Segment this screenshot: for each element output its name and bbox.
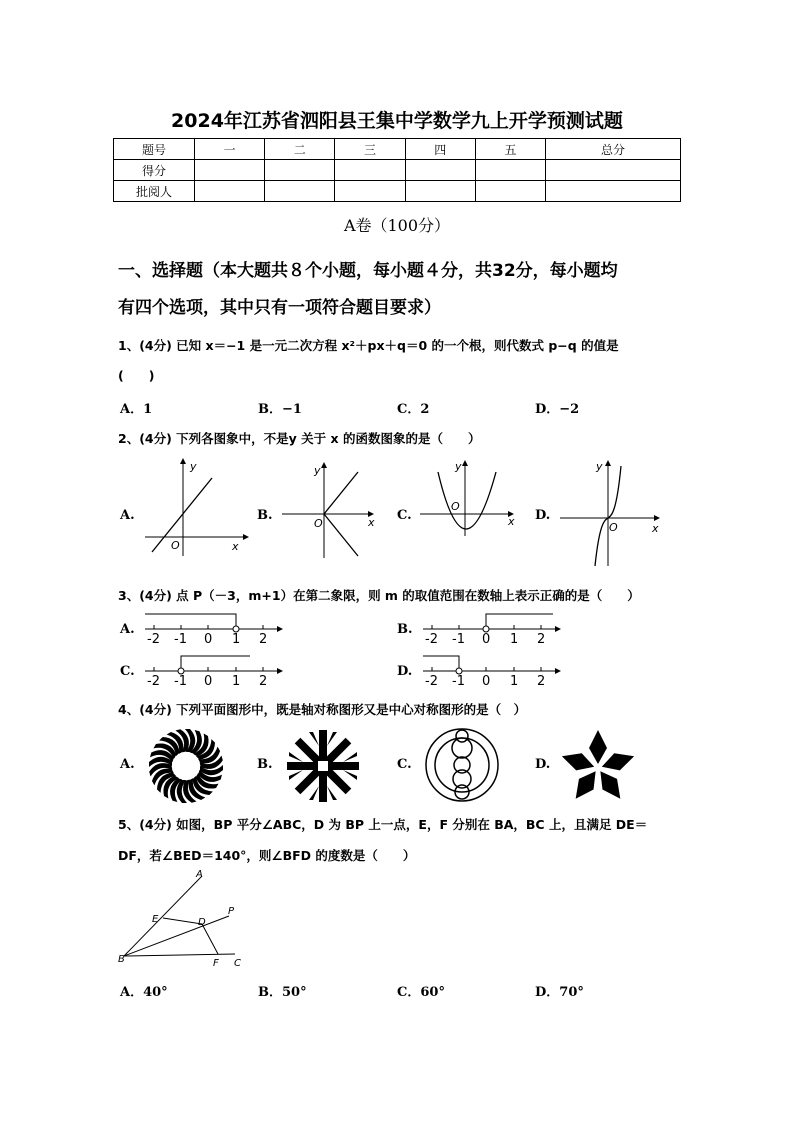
table-cell[interactable]: [546, 160, 681, 181]
tick-label: -2: [425, 632, 438, 646]
tick-label: 0: [482, 674, 491, 688]
q2-option-a[interactable]: A.: [120, 508, 135, 523]
table-cell[interactable]: [475, 181, 545, 202]
axis-y-label: y: [455, 460, 462, 473]
q3-option-a[interactable]: A.: [120, 622, 135, 637]
section-a-heading: A卷（100分）: [343, 216, 451, 235]
point-label: B: [118, 954, 125, 965]
q2-option-c[interactable]: C.: [397, 508, 412, 523]
table-cell[interactable]: [195, 181, 265, 202]
tick-label: -2: [147, 674, 160, 688]
tick-label: -1: [452, 674, 465, 688]
q4-figure-c-circles: [424, 724, 500, 806]
q2-option-d[interactable]: D.: [535, 508, 551, 523]
table-cell[interactable]: [405, 181, 475, 202]
origin-label: O: [314, 517, 323, 530]
table-cell[interactable]: [265, 181, 335, 202]
q5-stem-line2: DF，若∠BED＝140°，则∠BFD 的度数是（ ）: [118, 848, 416, 863]
tick-label: 2: [259, 674, 268, 688]
q2-stem: 2、(4分) 下列各图象中，不是y 关于 x 的函数图象的是（ ）: [118, 431, 481, 446]
origin-label: O: [609, 521, 618, 534]
q2-option-b[interactable]: B.: [257, 508, 273, 523]
q5-geometry-figure: [116, 868, 250, 972]
tick-label: 1: [232, 674, 241, 688]
table-row-label: 得分: [114, 160, 195, 181]
q3-numberline-d: [418, 652, 563, 688]
q4-option-c[interactable]: C.: [397, 757, 412, 772]
tick-label: 2: [259, 632, 268, 646]
q2-graph-a: [140, 458, 250, 558]
tick-label: 0: [204, 632, 213, 646]
table-cell[interactable]: [195, 160, 265, 181]
tick-label: 0: [482, 632, 491, 646]
tick-label: 2: [537, 674, 546, 688]
origin-label: O: [171, 539, 180, 552]
axis-x-label: x: [652, 522, 659, 535]
table-cell[interactable]: [335, 160, 405, 181]
q4-figure-d-pentagon-petals: [561, 728, 635, 806]
axis-x-label: x: [508, 515, 515, 528]
q4-option-a[interactable]: A.: [120, 757, 135, 772]
table-header-cell: 总分: [546, 139, 681, 160]
q4-option-d[interactable]: D.: [535, 757, 551, 772]
table-header-cell: 三: [335, 139, 405, 160]
q5-stem: 5、(4分) 如图，BP 平分∠ABC，D 为 BP 上一点，E，F 分别在 BA，BC 上，且满足 DE＝: [118, 817, 648, 832]
point-label: C: [234, 958, 241, 969]
tick-label: 1: [232, 632, 241, 646]
q5-option-b[interactable]: B．50°: [258, 985, 307, 1000]
tick-label: -2: [147, 632, 160, 646]
table-header-cell: 四: [405, 139, 475, 160]
table-header-cell: 五: [475, 139, 545, 160]
q5-option-c[interactable]: C．60°: [397, 985, 445, 1000]
point-label: E: [152, 914, 159, 925]
q3-option-b[interactable]: B.: [397, 622, 413, 637]
axis-x-label: x: [368, 516, 375, 529]
tick-label: -1: [174, 674, 187, 688]
q3-stem: 3、(4分) 点 P（－3，m+1）在第二象限，则 m 的取值范围在数轴上表示正确的是（ ）: [118, 588, 640, 603]
q1-option-c[interactable]: C．2: [397, 402, 430, 417]
table-row: [114, 160, 681, 181]
table-row: [114, 181, 681, 202]
q1-option-b[interactable]: B．−1: [258, 402, 302, 417]
q4-option-b[interactable]: B.: [257, 757, 273, 772]
q4-stem: 4、(4分) 下列平面图形中，既是轴对称图形又是中心对称图形的是（ ）: [118, 702, 527, 717]
q3-option-c[interactable]: C.: [120, 664, 135, 679]
q1-option-a[interactable]: A．1: [120, 402, 153, 417]
q3-numberline-a: [140, 610, 285, 646]
point-label: P: [228, 906, 235, 917]
q4-figure-a-pinwheel: [148, 728, 224, 804]
point-label: D: [198, 917, 206, 928]
table-cell[interactable]: [475, 160, 545, 181]
axis-x-label: x: [232, 540, 239, 553]
q2-graph-b: [278, 460, 378, 560]
table-header-cell: 二: [265, 139, 335, 160]
axis-y-label: y: [596, 460, 603, 473]
page-title: 2024年江苏省泗阳县王集中学数学九上开学预测试题: [171, 110, 623, 132]
tick-label: 1: [510, 674, 519, 688]
table-header-cell: 题号: [114, 139, 195, 160]
table-cell[interactable]: [546, 181, 681, 202]
origin-label: O: [451, 500, 460, 513]
axis-y-label: y: [190, 460, 197, 473]
tick-label: -1: [174, 632, 187, 646]
point-label: F: [213, 958, 219, 969]
table-row-label: 批阅人: [114, 181, 195, 202]
table-row: [114, 139, 681, 160]
q1-option-d[interactable]: D．−2: [535, 402, 580, 417]
table-cell[interactable]: [265, 160, 335, 181]
q3-numberline-c: [140, 652, 285, 688]
q1-stem-blank: ( ): [118, 368, 155, 383]
section1-heading-line1: 一、选择题（本大题共８个小题，每小题４分，共32分，每小题均: [118, 261, 618, 281]
tick-label: 1: [510, 632, 519, 646]
table-cell[interactable]: [335, 181, 405, 202]
table-header-cell: 一: [195, 139, 265, 160]
q5-option-d[interactable]: D．70°: [535, 985, 584, 1000]
q3-option-d[interactable]: D.: [397, 664, 413, 679]
score-table: [113, 138, 681, 202]
q3-numberline-b: [418, 610, 563, 646]
q4-figure-b-star: [286, 728, 360, 804]
table-cell[interactable]: [405, 160, 475, 181]
point-label: A: [196, 869, 203, 880]
q2-graph-d: [558, 458, 664, 568]
q5-option-a[interactable]: A．40°: [120, 985, 168, 1000]
tick-label: -2: [425, 674, 438, 688]
axis-y-label: y: [314, 464, 321, 477]
q2-graph-c: [418, 458, 518, 538]
q1-stem: 1、(4分) 已知 x＝−1 是一元二次方程 x²＋px＋q＝0 的一个根，则代数式 p−q 的值是: [118, 338, 619, 353]
tick-label: -1: [452, 632, 465, 646]
tick-label: 0: [204, 674, 213, 688]
tick-label: 2: [537, 632, 546, 646]
section1-heading-line2: 有四个选项，其中只有一项符合题目要求）: [118, 298, 441, 318]
